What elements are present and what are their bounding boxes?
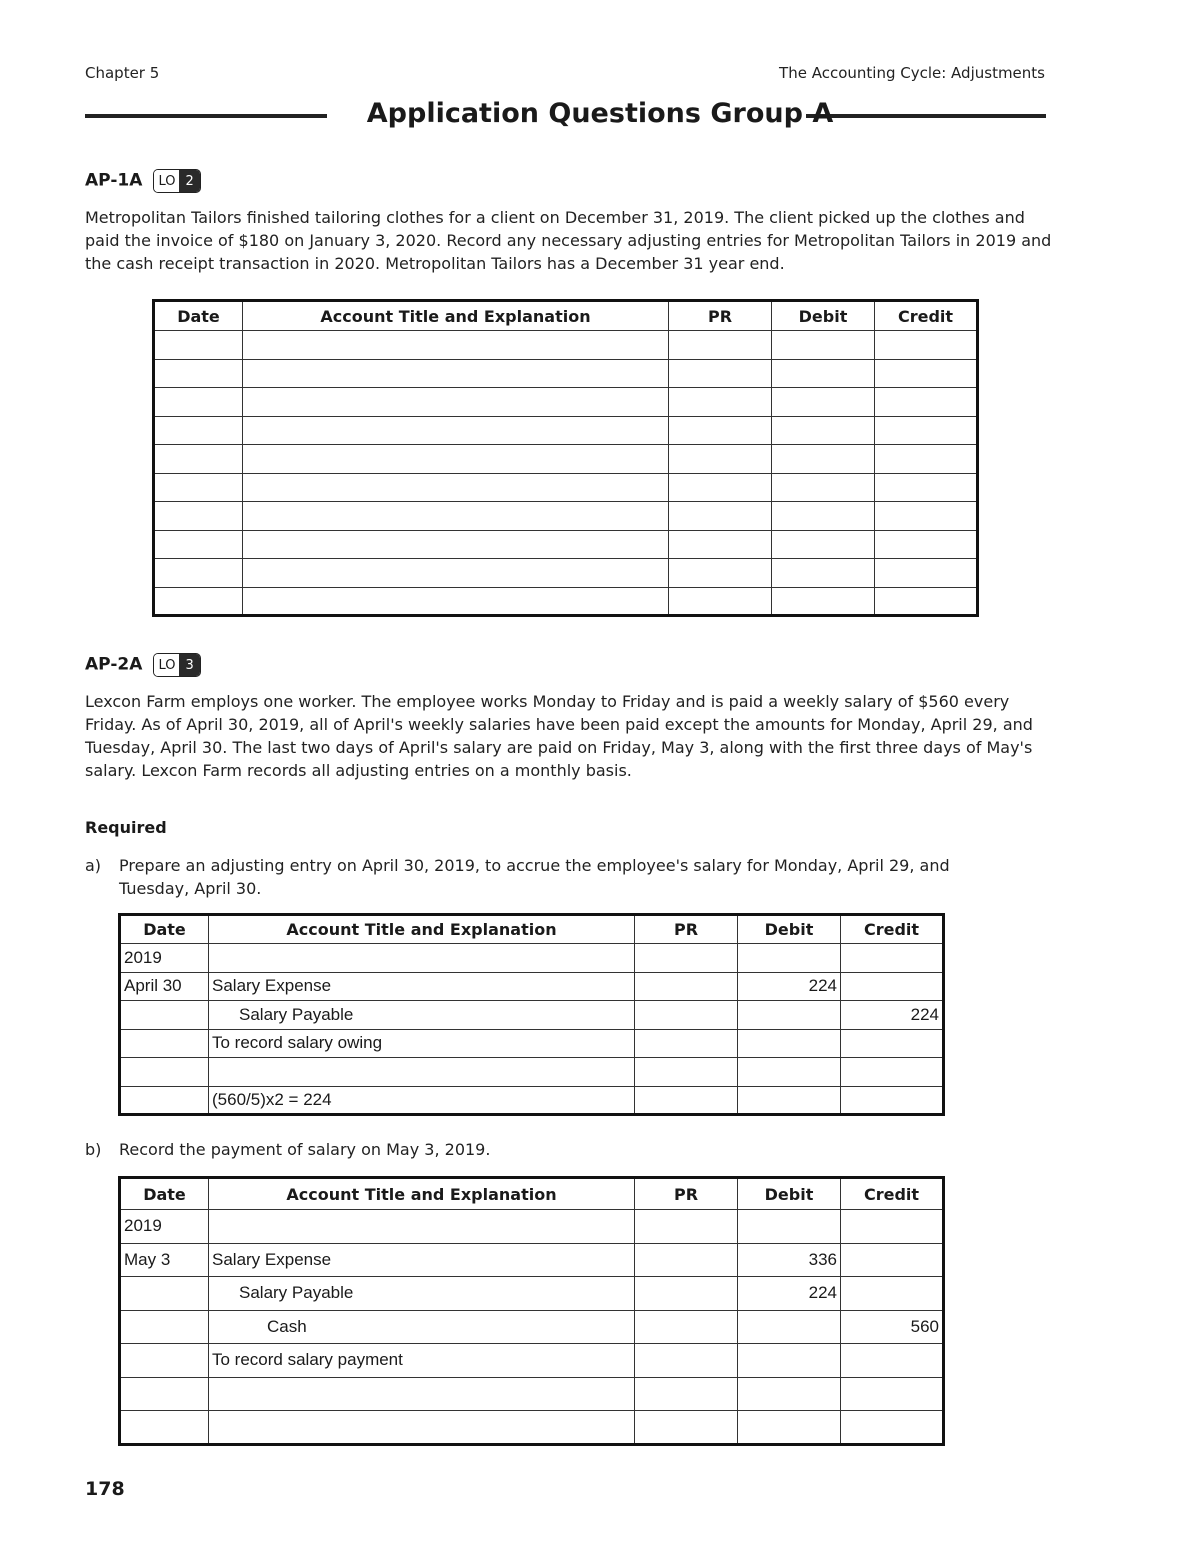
- journal-date: [120, 1377, 209, 1411]
- journal-cell-blank[interactable]: [669, 416, 772, 445]
- chapter-label: Chapter 5: [85, 64, 160, 82]
- journal-pr: [635, 1243, 738, 1277]
- col-pr: PR: [669, 301, 772, 331]
- journal-row: [120, 1277, 944, 1311]
- journal-pr: [635, 1344, 738, 1378]
- journal-row: [120, 1377, 944, 1411]
- journal-credit: [841, 1411, 944, 1445]
- section-label: The Accounting Cycle: Adjustments: [779, 64, 1045, 82]
- journal-pr: [635, 1310, 738, 1344]
- journal-cell-blank[interactable]: [243, 416, 669, 445]
- journal-row: [120, 1029, 944, 1058]
- journal-account: [209, 1377, 635, 1411]
- lo-tag: LO: [154, 170, 179, 192]
- journal-account: Salary Expense: [209, 972, 635, 1001]
- journal-debit: [738, 1210, 841, 1244]
- journal-date: 2019: [120, 1210, 209, 1244]
- journal-row-blank: [154, 559, 978, 588]
- journal-date: [120, 1344, 209, 1378]
- journal-pr: [635, 1029, 738, 1058]
- journal-credit: [841, 1344, 944, 1378]
- question-label: AP-2A: [85, 654, 143, 675]
- journal-cell-blank[interactable]: [669, 502, 772, 531]
- journal-cell-blank[interactable]: [772, 559, 875, 588]
- journal-row: [120, 944, 944, 973]
- journal-row: [120, 1243, 944, 1277]
- journal-pr: [635, 944, 738, 973]
- journal-debit: [738, 944, 841, 973]
- journal-account: [209, 1058, 635, 1087]
- journal-date: [120, 1411, 209, 1445]
- journal-cell-blank[interactable]: [875, 473, 978, 502]
- journal-date: 2019: [120, 944, 209, 973]
- journal-debit: [738, 1029, 841, 1058]
- journal-cell-blank[interactable]: [243, 445, 669, 474]
- journal-row: [120, 1411, 944, 1445]
- journal-row-blank: [154, 587, 978, 616]
- lo-tag: LO: [154, 654, 179, 676]
- journal-date: [120, 1277, 209, 1311]
- required-label: Required: [85, 818, 167, 837]
- journal-date: May 3: [120, 1243, 209, 1277]
- journal-account: [209, 1411, 635, 1445]
- journal-row: [120, 1001, 944, 1030]
- col-date: Date: [154, 301, 243, 331]
- journal-row-blank: [154, 359, 978, 388]
- col-pr: PR: [635, 915, 738, 944]
- journal-cell-blank[interactable]: [154, 587, 243, 616]
- col-account: Account Title and Explanation: [243, 301, 669, 331]
- journal-row-blank: [154, 473, 978, 502]
- journal-cell-blank[interactable]: [154, 530, 243, 559]
- journal-cell-blank[interactable]: [243, 473, 669, 502]
- journal-credit: [841, 972, 944, 1001]
- journal-cell-blank[interactable]: [875, 559, 978, 588]
- journal-row-blank: [154, 502, 978, 531]
- journal-row-blank: [154, 530, 978, 559]
- part-a-marker: a): [85, 856, 102, 875]
- question-ap2a-heading: [85, 653, 201, 677]
- journal-credit: [841, 1243, 944, 1277]
- journal-credit: [841, 1210, 944, 1244]
- journal-row-blank: [154, 388, 978, 417]
- journal-pr: [635, 1277, 738, 1311]
- journal-cell-blank[interactable]: [243, 587, 669, 616]
- journal-cell-blank[interactable]: [154, 502, 243, 531]
- journal-account: To record salary owing: [209, 1029, 635, 1058]
- question-ap1a-text: Metropolitan Tailors finished tailoring clothes for a client on December 31, 2019. The client picked up the clothes and paid the invoice of $180 on January 3, 2020. Record any necessary adjusting entries for Metropolitan Tailors in 2019 and the cash receipt transaction in 2020. Metropolitan Tailors has a December 31 year end.: [85, 208, 1052, 273]
- journal-pr: [635, 1001, 738, 1030]
- journal-account: To record salary payment: [209, 1344, 635, 1378]
- journal-debit: [738, 1310, 841, 1344]
- journal-cell-blank[interactable]: [154, 445, 243, 474]
- journal-row: [120, 1210, 944, 1244]
- journal-pr: [635, 1058, 738, 1087]
- journal-date: [120, 1001, 209, 1030]
- journal-cell-blank[interactable]: [772, 587, 875, 616]
- journal-cell-blank[interactable]: [772, 359, 875, 388]
- lo-number: 3: [179, 654, 199, 676]
- journal-date: [120, 1029, 209, 1058]
- part-a-text: Prepare an adjusting entry on April 30, 2019, to accrue the employee's salary for Monday, April 29, and Tuesday, April 30.: [119, 856, 950, 898]
- journal-cell-blank[interactable]: [669, 530, 772, 559]
- col-account: Account Title and Explanation: [209, 915, 635, 944]
- journal-cell-blank[interactable]: [669, 559, 772, 588]
- lo-badge: [153, 169, 200, 193]
- journal-cell-blank[interactable]: [875, 530, 978, 559]
- lo-badge: [153, 653, 200, 677]
- journal-cell-blank[interactable]: [243, 359, 669, 388]
- lo-number: 2: [179, 170, 199, 192]
- page-title: Application Questions Group A: [366, 98, 834, 129]
- journal-cell-blank[interactable]: [154, 388, 243, 417]
- journal-credit: [841, 944, 944, 973]
- journal-date: [120, 1086, 209, 1115]
- journal-credit: [841, 1377, 944, 1411]
- journal-table-ap1a: [152, 299, 979, 617]
- journal-debit: [738, 1411, 841, 1445]
- journal-cell-blank[interactable]: [875, 359, 978, 388]
- col-credit: Credit: [875, 301, 978, 331]
- journal-debit: [738, 1344, 841, 1378]
- journal-cell-blank[interactable]: [772, 331, 875, 360]
- journal-account: [209, 944, 635, 973]
- journal-credit: 560: [841, 1310, 944, 1344]
- journal-date: [120, 1058, 209, 1087]
- journal-row: [120, 1086, 944, 1115]
- journal-cell-blank[interactable]: [669, 445, 772, 474]
- journal-debit: [738, 1377, 841, 1411]
- journal-account: Cash: [209, 1310, 635, 1344]
- journal-cell-blank[interactable]: [154, 559, 243, 588]
- journal-debit: 224: [738, 972, 841, 1001]
- journal-cell-blank[interactable]: [154, 473, 243, 502]
- journal-row: [120, 1344, 944, 1378]
- journal-cell-blank[interactable]: [669, 587, 772, 616]
- page-number: 178: [85, 1478, 125, 1500]
- question-ap1a-heading: [85, 169, 201, 193]
- journal-debit: 336: [738, 1243, 841, 1277]
- journal-row-blank: [154, 416, 978, 445]
- journal-cell-blank[interactable]: [772, 388, 875, 417]
- journal-cell-blank[interactable]: [772, 502, 875, 531]
- col-date: Date: [120, 1178, 209, 1210]
- col-credit: Credit: [841, 915, 944, 944]
- journal-date: April 30: [120, 972, 209, 1001]
- journal-row: [120, 1058, 944, 1087]
- journal-debit: 224: [738, 1277, 841, 1311]
- journal-cell-blank[interactable]: [875, 416, 978, 445]
- journal-cell-blank[interactable]: [669, 331, 772, 360]
- col-credit: Credit: [841, 1178, 944, 1210]
- journal-table-part-b: [118, 1176, 945, 1446]
- question-label: AP-1A: [85, 170, 143, 191]
- journal-pr: [635, 972, 738, 1001]
- journal-row-blank: [154, 445, 978, 474]
- part-b-text: Record the payment of salary on May 3, 2019.: [119, 1140, 491, 1159]
- journal-account: [209, 1210, 635, 1244]
- journal-debit: [738, 1001, 841, 1030]
- journal-cell-blank[interactable]: [875, 445, 978, 474]
- journal-cell-blank[interactable]: [243, 502, 669, 531]
- journal-cell-blank[interactable]: [772, 445, 875, 474]
- journal-pr: [635, 1210, 738, 1244]
- journal-cell-blank[interactable]: [154, 416, 243, 445]
- journal-credit: [841, 1029, 944, 1058]
- journal-row: [120, 972, 944, 1001]
- journal-cell-blank[interactable]: [243, 530, 669, 559]
- journal-account: Salary Payable: [209, 1001, 635, 1030]
- journal-cell-blank[interactable]: [875, 331, 978, 360]
- journal-pr: [635, 1086, 738, 1115]
- journal-cell-blank[interactable]: [154, 331, 243, 360]
- col-pr: PR: [635, 1178, 738, 1210]
- journal-cell-blank[interactable]: [669, 359, 772, 388]
- journal-pr: [635, 1411, 738, 1445]
- journal-row: [120, 1310, 944, 1344]
- journal-cell-blank[interactable]: [772, 473, 875, 502]
- col-debit: Debit: [738, 915, 841, 944]
- journal-account: Salary Expense: [209, 1243, 635, 1277]
- col-account: Account Title and Explanation: [209, 1178, 635, 1210]
- journal-cell-blank[interactable]: [669, 388, 772, 417]
- journal-credit: [841, 1086, 944, 1115]
- journal-credit: 224: [841, 1001, 944, 1030]
- journal-cell-blank[interactable]: [875, 502, 978, 531]
- journal-account: Salary Payable: [209, 1277, 635, 1311]
- journal-cell-blank[interactable]: [243, 331, 669, 360]
- col-date: Date: [120, 915, 209, 944]
- journal-debit: [738, 1086, 841, 1115]
- journal-date: [120, 1310, 209, 1344]
- journal-table-part-a: [118, 913, 945, 1116]
- question-ap2a-text: Lexcon Farm employs one worker. The employee works Monday to Friday and is paid a weekly salary of $560 every Friday. As of April 30, 2019, all of April's weekly salaries have been paid except the amounts for Monday, April 29, and Tuesday, April 30. The last two days of April's salary are paid on Friday, May 3, along with the first three days of May's salary. Lexcon Farm records all adjusting entries on a monthly basis.: [85, 692, 1033, 780]
- col-debit: Debit: [772, 301, 875, 331]
- journal-cell-blank[interactable]: [875, 388, 978, 417]
- journal-cell-blank[interactable]: [875, 587, 978, 616]
- journal-row-blank: [154, 331, 978, 360]
- journal-cell-blank[interactable]: [243, 559, 669, 588]
- journal-credit: [841, 1058, 944, 1087]
- col-debit: Debit: [738, 1178, 841, 1210]
- journal-credit: [841, 1277, 944, 1311]
- journal-cell-blank[interactable]: [772, 416, 875, 445]
- journal-cell-blank[interactable]: [154, 359, 243, 388]
- journal-account: (560/5)x2 = 224: [209, 1086, 635, 1115]
- journal-pr: [635, 1377, 738, 1411]
- journal-cell-blank[interactable]: [243, 388, 669, 417]
- journal-debit: [738, 1058, 841, 1087]
- part-b-marker: b): [85, 1140, 102, 1159]
- journal-cell-blank[interactable]: [772, 530, 875, 559]
- journal-cell-blank[interactable]: [669, 473, 772, 502]
